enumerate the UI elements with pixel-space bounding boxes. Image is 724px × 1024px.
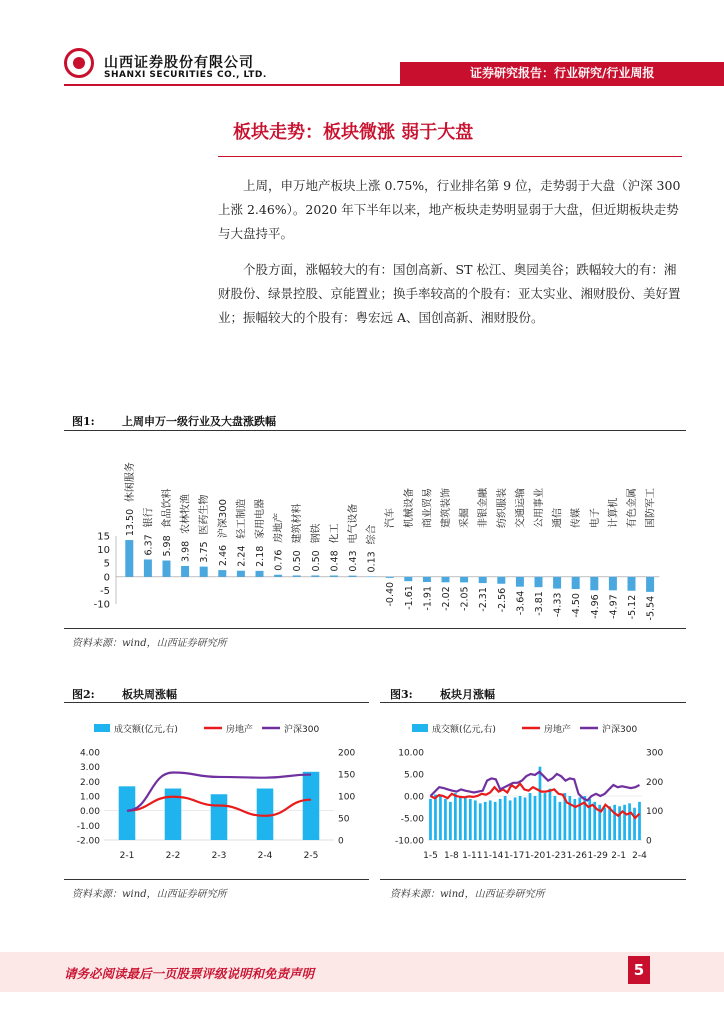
fig1-source: 资料来源：wind，山西证券研究所 [72,638,227,649]
bar-机械设备 [404,577,412,581]
y-right-tick: 150 [338,770,356,781]
volume-bar [484,802,487,840]
volume-bar [554,796,557,840]
value-label: -5.12 [627,594,638,620]
category-label: 汽车 [385,508,397,528]
value-label: 0.13 [366,551,378,573]
bar-纺织服装 [497,577,505,584]
value-label: 2.18 [255,545,266,567]
bar-传媒 [572,577,580,589]
bar-银行 [144,559,152,576]
volume-bar [489,800,492,840]
x-tick-label: 2-4 [257,851,273,861]
value-label: 13.50 [124,508,136,537]
fig1-number: 图1: [72,415,95,428]
value-label: 0.48 [329,550,341,572]
value-label: -4.50 [571,593,583,618]
volume-bar [499,799,502,840]
value-label: -3.64 [515,590,527,616]
category-label: 计算机 [608,498,620,528]
category-label: 国防军工 [645,488,657,528]
category-label: 机械设备 [403,488,415,528]
volume-bar [454,793,457,840]
bar-商业贸易 [423,577,431,582]
category-label: 建筑装饰 [441,488,452,528]
value-label: 0.76 [273,549,285,571]
volume-bar [544,793,547,840]
bar-综合 [367,576,375,577]
category-label: 家用电器 [255,498,266,539]
y-right-tick: 100 [338,792,356,803]
bar-建筑材料 [293,575,301,576]
volume-bar [474,800,477,840]
value-label: 3.98 [180,540,192,562]
volume-bar [519,796,522,840]
volume-bar [529,793,532,840]
volume-bar [444,799,447,840]
x-tick-label: 2-1 [611,851,626,861]
y-left-tick: 5.00 [403,770,424,781]
bar-采掘 [460,577,468,583]
y-right-tick: 300 [646,748,664,759]
company-logo [64,48,94,78]
y-right-tick: 200 [338,748,356,759]
bar-公用事业 [535,577,543,587]
y-right-tick: 100 [646,807,664,818]
x-tick-label: 1-20 [524,851,546,861]
volume-bar [439,796,442,840]
bar-国防军工 [646,577,654,592]
section-divider [218,156,682,157]
category-label: 休闲服务 [124,462,136,503]
y-left-tick: 2.00 [79,777,100,788]
y-right-tick: 200 [646,777,664,788]
volume-bar [524,797,527,840]
x-tick-label: 1-8 [444,851,459,861]
value-label: 0.50 [310,550,322,572]
fig2-title: 板块周涨幅 [122,688,177,701]
bar-钢铁 [311,575,319,576]
category-label: 纺织服装 [496,488,508,528]
bar-沪深300 [218,570,226,577]
value-label: 3.75 [199,541,211,563]
x-tick-label: 1-14 [482,851,504,861]
volume-bar [638,802,641,840]
category-label: 沪深300 [217,499,229,539]
footer-disclaimer: 请务必阅读最后一页股票评级说明和免责声明 [64,966,315,981]
value-label: 0.50 [292,550,304,572]
volume-bar [509,800,512,840]
category-label: 医药生物 [199,494,211,535]
bar-计算机 [609,577,617,591]
bar-有色金属 [628,577,636,591]
x-tick-label: 2-3 [211,851,227,861]
paragraph-1: 上周，申万地产板块上涨 0.75%，行业排名第 9 位，走势弱于大盘（沪深 300 上涨 2.46%）。2020 年下半年以来，地产板块走势明显弱于大盘，但近期板块走势与大盘持平。 [218,178,681,241]
y-left-tick: 0.00 [79,807,100,818]
volume-bar [534,796,537,840]
page-number: 5 [628,956,650,984]
y-left-tick: -5.00 [400,814,424,825]
volume-bar [539,767,542,840]
y-left-tick: -1.00 [76,821,100,832]
y-right-tick: 0 [338,836,344,847]
bar-电子 [590,577,598,590]
y-tick-label: 10 [97,545,110,557]
x-tick-label: 1-5 [423,851,438,861]
paragraph-2: 个股方面，涨幅较大的有：国创高新、ST 松江、奥园美谷；跌幅较大的有：湘财股份、绿景控股、京能置业；换手率较高的个股有：亚太实业、湘财股份、美好置业；振幅较大的个股有：粤宏远 A、国创高新、湘财股份。 [218,262,681,325]
x-tick-label: 1-11 [462,851,483,861]
legend-volume-swatch [412,724,428,732]
value-label: -4.96 [589,594,601,619]
fig1-top-rule [64,430,686,431]
fig3-title: 板块月涨幅 [440,688,495,701]
y-left-tick: -10.00 [394,836,424,847]
volume-bar [303,772,320,840]
value-label: -2.31 [478,587,490,612]
volume-bar [119,786,136,840]
bar-农林牧渔 [181,566,189,577]
legend-csi300-label: 沪深300 [284,725,320,735]
fig3-bottom-rule [380,879,686,880]
y-tick-label: -5 [100,585,110,597]
volume-bar [464,797,467,840]
y-tick-label: 15 [97,531,110,543]
bar-家用电器 [256,571,264,577]
volume-bar [494,802,497,840]
category-label: 房地产 [273,512,285,543]
bar-建筑装饰 [442,577,450,582]
value-label: -5.54 [645,595,657,621]
x-tick-label: 2-4 [632,851,647,861]
fig1-title: 上周申万一级行业及大盘涨跌幅 [122,415,276,428]
category-label: 采掘 [459,508,471,528]
bar-食品饮料 [163,561,171,577]
y-left-tick: 0.00 [403,792,424,803]
category-label: 传媒 [571,508,583,528]
weekly-change-chart [64,712,369,872]
y-tick-label: 5 [103,558,110,570]
value-label: -4.33 [552,592,564,618]
value-label: -2.56 [496,587,508,613]
y-tick-label: 0 [103,572,110,584]
x-tick-label: 1-23 [545,851,567,861]
value-label: -4.97 [608,594,620,619]
fig2-top-rule [64,702,369,703]
x-tick-label: 2-2 [165,851,181,861]
category-label: 非银金融 [478,488,490,528]
legend-volume-label: 成交额(亿元,右) [114,725,178,735]
volume-bar [628,803,631,840]
category-label: 电气设备 [348,503,359,544]
bar-化工 [330,575,338,576]
bar-汽车 [386,577,394,578]
legend-csi300-label: 沪深300 [602,725,638,735]
bar-轻工制造 [237,571,245,577]
bar-休闲服务 [125,540,133,577]
report-type: 证券研究报告：行业研究/行业周报 [470,66,655,80]
volume-bar [613,805,616,840]
fig2-number: 图2: [72,688,95,701]
x-tick-label: 1-26 [566,851,588,861]
category-label: 综合 [366,524,378,545]
category-label: 公用事业 [534,488,545,528]
volume-bar [633,808,636,840]
company-name-en: SHANXI SECURITIES CO., LTD. [104,70,267,80]
value-label: -2.05 [459,586,471,611]
volume-bar [549,789,552,840]
y-left-tick: 4.00 [79,748,100,759]
fig3-number: 图3: [390,688,413,701]
volume-bar [469,799,472,840]
fig1-bottom-rule [64,628,686,629]
y-left-tick: 10.00 [398,748,424,759]
category-label: 建筑材料 [292,503,304,544]
y-left-tick: -2.00 [76,836,100,847]
value-label: 6.37 [143,534,155,556]
value-label: -1.91 [422,585,434,611]
x-tick-label: 2-5 [303,851,319,861]
legend-volume-label: 成交额(亿元,右) [432,725,496,735]
category-label: 交通运输 [515,488,527,528]
volume-bar [459,796,462,840]
volume-bar [618,806,621,840]
bar-通信 [553,577,561,589]
x-tick-label: 1-17 [503,851,525,861]
value-label: 2.46 [217,544,229,567]
volume-bar [623,805,626,840]
category-label: 有色金属 [627,488,638,528]
value-label: 5.98 [162,535,173,557]
value-label: -2.02 [441,586,452,611]
y-left-tick: 3.00 [79,763,100,774]
company-name-cn: 山西证券股份有限公司 [104,55,254,71]
value-label: -0.40 [385,581,397,607]
volume-bar [504,796,507,840]
bar-非银金融 [479,577,487,583]
fig3-source: 资料来源：wind，山西证券研究所 [390,889,545,900]
value-label: 0.43 [348,550,359,572]
bar-电气设备 [349,576,357,577]
volume-bar [434,795,437,840]
fig2-bottom-rule [64,879,369,880]
volume-bar [211,794,228,840]
legend-realestate-label: 房地产 [226,725,254,735]
category-label: 电子 [589,508,601,528]
industry-bar-chart [64,432,686,628]
x-tick-label: 2-1 [119,851,135,861]
category-label: 商业贸易 [422,488,434,528]
fig3-top-rule [380,702,686,703]
volume-bar [257,789,274,840]
volume-bar [608,806,611,840]
value-label: 2.24 [236,545,248,567]
volume-bar [559,802,562,840]
y-right-tick: 0 [646,836,652,847]
volume-bar [603,808,606,840]
category-label: 食品饮料 [162,488,173,529]
category-label: 通信 [552,508,564,528]
header-divider [64,84,724,86]
x-tick-label: 1-29 [587,851,608,861]
value-label: -1.61 [403,585,415,610]
monthly-change-chart [380,712,686,872]
category-label: 农林牧渔 [180,493,192,534]
bar-房地产 [274,575,282,577]
y-left-tick: 1.00 [79,792,100,803]
category-label: 化工 [329,523,341,544]
category-label: 银行 [143,507,155,528]
bar-医药生物 [200,567,208,577]
value-label: -3.81 [534,591,545,616]
section-title: 板块走势：板块微涨 弱于大盘 [233,122,474,143]
volume-bar [429,799,432,840]
legend-realestate-label: 房地产 [544,725,572,735]
bar-交通运输 [516,577,524,587]
category-label: 轻工制造 [236,498,248,539]
volume-bar [479,803,482,840]
category-label: 钢铁 [310,523,322,544]
volume-bar [514,797,517,840]
volume-bar [449,802,452,840]
y-tick-label: -10 [93,599,110,611]
legend-volume-swatch [94,724,110,732]
fig2-source: 资料来源：wind，山西证券研究所 [72,889,227,900]
y-right-tick: 50 [338,814,350,825]
